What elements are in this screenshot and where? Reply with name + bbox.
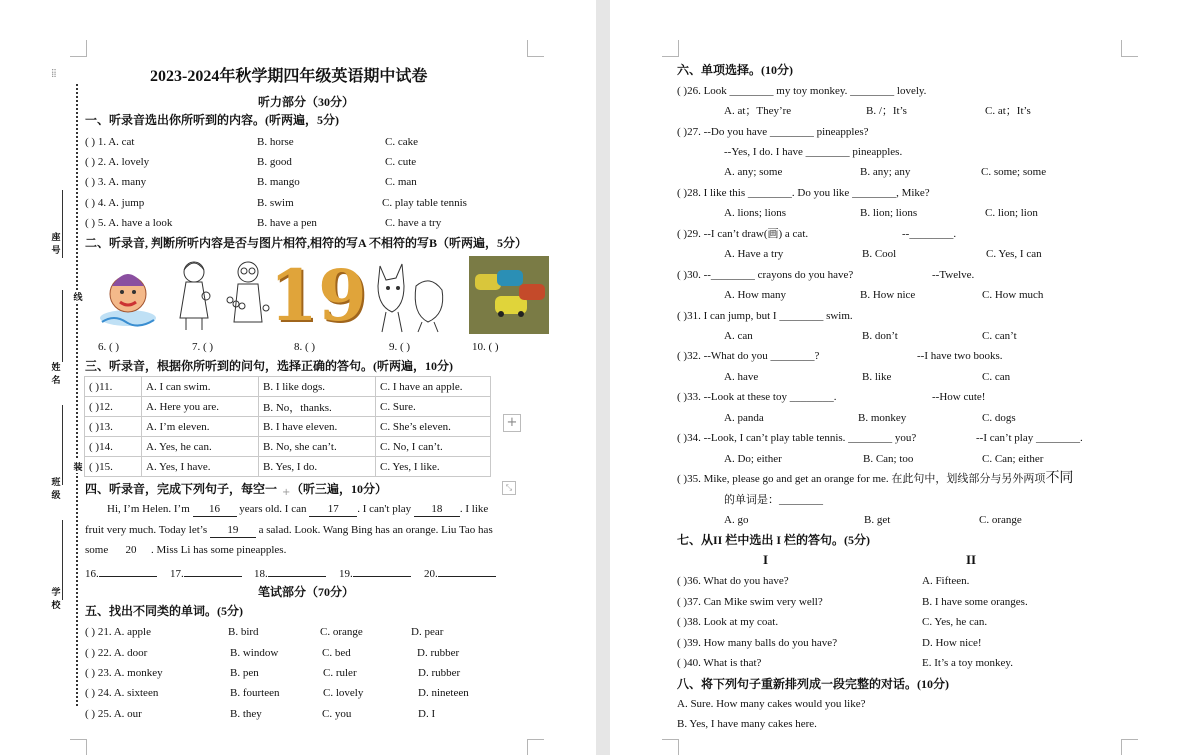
question-number: ( ) 24. A. sixteen	[85, 687, 159, 699]
match-question-38: ( )38. Look at my coat.	[677, 616, 779, 628]
grandpa-with-grapes-picture	[222, 256, 272, 334]
table-row	[85, 437, 491, 457]
section-8-heading: 八、将下列句子重新排列成一段完整的对话。(10分)	[677, 677, 949, 691]
crop-mark	[527, 40, 544, 57]
match-question-36: ( )36. What do you have?	[677, 575, 789, 587]
question-33-reply: --How cute!	[932, 391, 986, 403]
exam-page-left	[0, 0, 596, 755]
listening-header: 听力部分（30分）	[258, 95, 355, 109]
option-b: B. Can; too	[863, 453, 914, 465]
question-number: ( ) 1. A. cat	[85, 136, 135, 148]
option-b: B. have a pen	[257, 217, 317, 229]
match-answer-a: A. Fifteen.	[922, 575, 970, 587]
question-34: ( )34. --Look, I can’t play table tennis. ________ you?	[677, 432, 917, 444]
option-c: C. lion; lion	[985, 207, 1038, 219]
answer-label: 20.	[424, 568, 438, 580]
option-b: B. horse	[257, 136, 294, 148]
answer-blank[interactable]	[99, 564, 157, 577]
option-b: B. /；It’s	[866, 105, 907, 117]
table-cell: A. Yes, he can.	[142, 437, 259, 457]
section-3-heading: 三、听录音，根据你所听到的问句，选择正确的答句。(听两遍，10分)	[85, 359, 453, 373]
section-2-heading: 二、听录音, 判断所听内容是否与图片相符,相符的写A 不相符的写B（听两遍，5分）	[85, 236, 528, 250]
option-c: C. at；It’s	[985, 105, 1031, 117]
option-b: B. lion; lions	[860, 207, 918, 219]
table-row	[85, 397, 491, 417]
answer-label: 16.	[85, 568, 99, 580]
answer-line-18[interactable]	[254, 564, 326, 581]
section-3-table	[84, 376, 491, 477]
table-cell: ( )13.	[85, 417, 142, 437]
option-a: A. go	[724, 514, 749, 526]
table-resize-icon[interactable]: ⤡	[502, 481, 516, 495]
question-number: ( ) 21. A. apple	[85, 626, 151, 638]
option-c: C. orange	[979, 514, 1022, 526]
option-b: B. swim	[257, 197, 294, 209]
answer-blank[interactable]	[438, 564, 496, 577]
option-a: A. have	[724, 371, 759, 383]
table-cell: C. She’s eleven.	[376, 417, 491, 437]
crop-mark	[1121, 40, 1138, 57]
table-row	[85, 457, 491, 477]
answer-line-16[interactable]	[85, 564, 157, 581]
question-29-reply: --________.	[902, 228, 957, 240]
answer-line-20[interactable]	[424, 564, 496, 581]
option-c: C. you	[322, 708, 352, 720]
option-c: C. cake	[385, 136, 418, 148]
question-35-emphasis: 不同	[1045, 471, 1074, 486]
side-fill-line	[62, 405, 63, 485]
girl-with-fruit-picture	[172, 256, 216, 334]
crop-mark	[527, 739, 544, 755]
section-5-heading: 五、找出不同类的单词。(5分)	[85, 604, 243, 618]
option-b: B. any; any	[860, 166, 911, 178]
option-b: B. like	[862, 371, 892, 383]
option-a: A. How many	[724, 289, 787, 301]
table-cell: A. I can swim.	[142, 377, 259, 397]
passage-text: . I can't play	[357, 503, 414, 515]
answer-label: 18.	[254, 568, 268, 580]
question-35	[677, 472, 1073, 486]
option-b: B. good	[257, 156, 292, 168]
section-7-heading: 七、从II 栏中选出 I 栏的答句。(5分)	[677, 533, 871, 547]
exam-page-right	[610, 0, 1202, 755]
crop-mark	[662, 40, 679, 57]
table-cell: A. Here you are.	[142, 397, 259, 417]
match-answer-d: D. How nice!	[922, 637, 982, 649]
section-4-heading	[85, 482, 387, 496]
table-cell: C. Sure.	[376, 397, 491, 417]
drag-handle-icon[interactable]: ⁞⁞	[51, 66, 56, 80]
dialogue-sentence-a: A. Sure. How many cakes would you like?	[677, 698, 866, 710]
option-c: C. ruler	[323, 667, 357, 679]
option-d: D. rubber	[418, 667, 461, 679]
option-b: B. fourteen	[230, 687, 280, 699]
table-cell: A. Yes, I have.	[142, 457, 259, 477]
question-26: ( )26. Look ________ my toy monkey. ________ lovely.	[677, 85, 927, 97]
side-label-class: 班级	[51, 477, 61, 500]
toy-cars-picture	[469, 256, 549, 334]
table-cell: ( )15.	[85, 457, 142, 477]
option-b: B. mango	[257, 176, 300, 188]
picture-answer-8[interactable]: 8. ( )	[294, 341, 316, 353]
picture-answer-9[interactable]: 9. ( )	[389, 341, 411, 353]
passage-line-2	[85, 523, 493, 538]
table-cell: C. I have an apple.	[376, 377, 491, 397]
option-b: B. don’t	[862, 330, 898, 342]
match-answer-c: C. Yes, he can.	[922, 616, 988, 628]
option-c: C. orange	[320, 626, 363, 638]
question-number: ( ) 3. A. many	[85, 176, 147, 188]
question-number: ( ) 22. A. door	[85, 647, 148, 659]
section-1-heading: 一、听录音选出你所听到的内容。(听两遍，5分)	[85, 113, 339, 127]
question-28: ( )28. I like this ________. Do you like ________, Mike?	[677, 187, 930, 199]
option-a: A. any; some	[724, 166, 783, 178]
option-b: B. bird	[228, 626, 259, 638]
table-row	[85, 377, 491, 397]
answer-blank[interactable]	[353, 564, 411, 577]
add-row-icon[interactable]: +	[503, 414, 521, 432]
side-fill-line	[62, 290, 63, 362]
passage-line-1	[107, 502, 488, 517]
option-a: A. lions; lions	[724, 207, 787, 219]
passage-text: . Miss Li has some pineapples.	[150, 544, 287, 556]
match-question-40: ( )40. What is that?	[677, 657, 762, 669]
answer-label: 19.	[339, 568, 353, 580]
question-35-line-2: 的单词是：________	[724, 494, 823, 506]
option-b: B. they	[230, 708, 262, 720]
column-ii-heading: II	[966, 552, 977, 567]
question-30-reply: --Twelve.	[932, 269, 975, 281]
blank-16: 16	[193, 502, 237, 517]
passage-text: . I like	[459, 503, 489, 515]
question-number: ( ) 25. A. our	[85, 708, 142, 720]
option-b: B. monkey	[858, 412, 907, 424]
table-cell: ( )12.	[85, 397, 142, 417]
option-c: C. Can; either	[982, 453, 1044, 465]
table-cell: ( )14.	[85, 437, 142, 457]
question-number: ( ) 23. A. monkey	[85, 667, 163, 679]
passage-text: a salad. Look. Wang Bing has an orange. Liu Tao has	[255, 524, 493, 536]
option-c: C. play table tennis	[382, 197, 467, 209]
question-number: ( ) 5. A. have a look	[85, 217, 173, 229]
passage-line-3	[85, 543, 286, 557]
option-a: A. panda	[724, 412, 764, 424]
answer-line-17[interactable]	[170, 564, 242, 581]
option-d: D. pear	[411, 626, 444, 638]
section-4-heading-part1: 四、听录音，完成下列句子，每空一	[85, 482, 278, 496]
answer-line-19[interactable]	[339, 564, 411, 581]
writing-header: 笔试部分（70分）	[258, 585, 355, 599]
question-35-text: ( )35. Mike, please go and get an orange for me. 在此句中，划线部分与另外两项	[677, 473, 1046, 485]
passage-text: years old. I can	[236, 503, 310, 515]
section-4-heading-part2: （听三遍，10分）	[291, 482, 388, 496]
crop-mark	[662, 739, 679, 755]
blank-18: 18	[414, 502, 460, 517]
option-c: C. Yes, I can	[986, 248, 1042, 260]
side-label-cut: 线	[71, 290, 85, 303]
side-label-seat: 座号	[51, 232, 61, 255]
insert-column-icon[interactable]: +	[282, 487, 291, 498]
question-number: ( ) 2. A. lovely	[85, 156, 150, 168]
option-d: D. nineteen	[418, 687, 469, 699]
question-33: ( )33. --Look at these toy ________.	[677, 391, 837, 403]
option-c: C. bed	[322, 647, 351, 659]
question-34-reply: --I can’t play ________.	[976, 432, 1083, 444]
option-b: B. window	[230, 647, 279, 659]
question-number: ( ) 4. A. jump	[85, 197, 145, 209]
answer-label: 17.	[170, 568, 184, 580]
option-a: A. Have a try	[724, 248, 784, 260]
blank-17: 17	[309, 502, 357, 517]
option-c: C. dogs	[982, 412, 1016, 424]
match-question-37: ( )37. Can Mike swim very well?	[677, 596, 823, 608]
match-question-39: ( )39. How many balls do you have?	[677, 637, 838, 649]
answer-blank[interactable]	[184, 564, 242, 577]
question-30: ( )30. --________ crayons do you have?	[677, 269, 854, 281]
option-c: C. cute	[385, 156, 417, 168]
option-a: A. Do; either	[724, 453, 782, 465]
question-31: ( )31. I can jump, but I ________ swim.	[677, 310, 853, 322]
passage-text: some	[85, 544, 111, 556]
table-cell: B. Yes, I do.	[259, 457, 376, 477]
table-cell: ( )11.	[85, 377, 142, 397]
picture-answer-10[interactable]: 10. ( )	[472, 341, 499, 353]
passage-text: Hi, I’m Helen. I’m	[107, 503, 193, 515]
table-cell: B. I like dogs.	[259, 377, 376, 397]
table-cell: C. No, I can’t.	[376, 437, 491, 457]
option-b: B. get	[864, 514, 891, 526]
option-c: C. man	[385, 176, 417, 188]
option-c: C. How much	[982, 289, 1044, 301]
option-b: B. pen	[230, 667, 259, 679]
swimming-child-picture	[98, 256, 162, 334]
answer-blank[interactable]	[268, 564, 326, 577]
binding-dotted-line	[76, 84, 78, 706]
blank-19: 19	[210, 523, 256, 538]
dialogue-sentence-b: B. Yes, I have many cakes here.	[677, 718, 817, 730]
blank-20: 20	[125, 544, 137, 556]
option-c: C. can’t	[982, 330, 1017, 342]
question-27: ( )27. --Do you have ________ pineapples?	[677, 126, 869, 138]
question-27-line-2: --Yes, I do. I have ________ pineapples.	[724, 146, 903, 158]
table-cell: B. No，thanks.	[259, 397, 376, 417]
picture-answer-6[interactable]: 6. ( )	[98, 341, 120, 353]
number-nineteen-picture: 19	[269, 253, 367, 337]
question-29: ( )29. --I can’t draw(画) a cat.	[677, 228, 809, 240]
option-d: D. rubber	[417, 647, 460, 659]
table-cell: B. No, she can’t.	[259, 437, 376, 457]
option-c: C. some; some	[981, 166, 1047, 178]
table-cell: A. I’m eleven.	[142, 417, 259, 437]
table-row	[85, 417, 491, 437]
match-answer-e: E. It’s a toy monkey.	[922, 657, 1013, 669]
section-6-heading: 六、单项选择。(10分)	[677, 63, 793, 77]
cat-and-animals-picture	[366, 256, 452, 334]
option-b: B. How nice	[860, 289, 916, 301]
option-d: D. I	[418, 708, 436, 720]
option-b: B. Cool	[862, 248, 897, 260]
crop-mark	[70, 40, 87, 57]
picture-answer-7[interactable]: 7. ( )	[192, 341, 214, 353]
crop-mark	[70, 739, 87, 755]
match-answer-b: B. I have some oranges.	[922, 596, 1028, 608]
option-c: C. can	[982, 371, 1011, 383]
column-i-heading: I	[763, 552, 769, 567]
option-a: A. can	[724, 330, 753, 342]
passage-text: fruit very much. Today let’s	[85, 524, 210, 536]
side-label-name: 姓名	[51, 362, 61, 385]
side-label-school: 学校	[51, 587, 61, 610]
exam-title: 2023-2024年秋学期四年级英语期中试卷	[150, 68, 428, 85]
question-32-reply: --I have two books.	[917, 350, 1003, 362]
table-cell: C. Yes, I like.	[376, 457, 491, 477]
option-a: A. at；They’re	[724, 105, 792, 117]
crop-mark	[1121, 739, 1138, 755]
option-c: C. have a try	[385, 217, 442, 229]
question-32: ( )32. --What do you ________?	[677, 350, 820, 362]
table-cell: B. I have eleven.	[259, 417, 376, 437]
side-label-mid: 装	[71, 460, 85, 473]
option-c: C. lovely	[323, 687, 364, 699]
